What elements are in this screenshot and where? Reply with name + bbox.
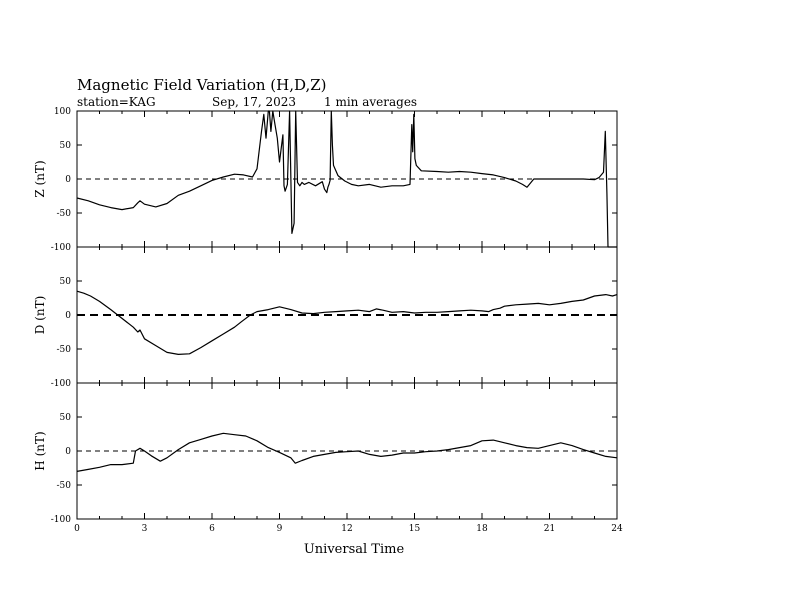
date-label: Sep, 17, 2023 bbox=[212, 95, 297, 109]
x-tick-label: 24 bbox=[611, 524, 623, 534]
panels bbox=[33, 107, 623, 534]
y-tick-label-h: -50 bbox=[56, 481, 71, 491]
x-tick-label: 6 bbox=[209, 524, 215, 534]
y-tick-label-z: 50 bbox=[59, 141, 71, 151]
x-tick-label: 9 bbox=[276, 524, 283, 534]
y-tick-label-z: 100 bbox=[53, 107, 71, 117]
series-line-h bbox=[77, 433, 617, 471]
x-tick-label: 21 bbox=[543, 524, 556, 534]
y-tick-label-h: 0 bbox=[65, 447, 71, 457]
series-line-d bbox=[77, 291, 617, 354]
x-tick-label: 12 bbox=[341, 524, 353, 534]
x-tick-label: 18 bbox=[476, 524, 488, 534]
chart-title: Magnetic Field Variation (H,D,Z) bbox=[77, 76, 327, 94]
x-tick-label: 15 bbox=[408, 524, 421, 534]
x-tick-label: 3 bbox=[141, 524, 148, 534]
y-axis-label-d: D (nT) bbox=[33, 295, 47, 335]
y-tick-label-d: -100 bbox=[50, 379, 71, 389]
station-label: station=KAG bbox=[77, 95, 156, 109]
y-tick-label-z: -100 bbox=[50, 243, 71, 253]
x-axis-label: Universal Time bbox=[303, 542, 405, 557]
x-tick-label: 0 bbox=[74, 524, 80, 534]
y-tick-label-h: -100 bbox=[50, 515, 71, 525]
y-tick-label-d: 50 bbox=[59, 277, 71, 287]
y-tick-label-d: -50 bbox=[56, 345, 71, 355]
y-tick-label-z: -50 bbox=[56, 209, 71, 219]
y-tick-label-h: 50 bbox=[59, 413, 71, 423]
y-tick-label-d: 0 bbox=[65, 311, 71, 321]
averaging-label: 1 min averages bbox=[324, 95, 418, 109]
y-tick-label-z: 0 bbox=[65, 175, 71, 185]
y-axis-label-z: Z (nT) bbox=[33, 160, 47, 198]
y-axis-label-h: H (nT) bbox=[33, 431, 47, 471]
